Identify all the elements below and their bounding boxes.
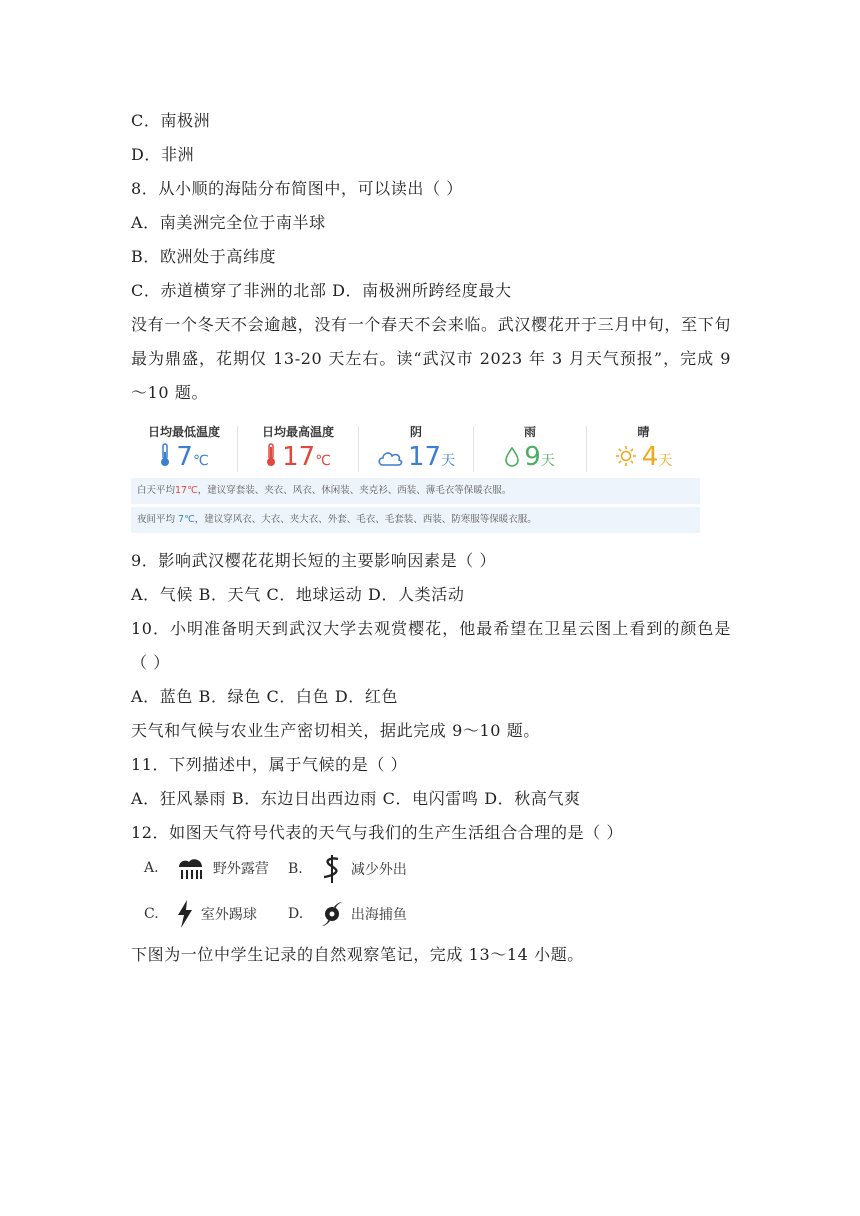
sunny-label: 晴 — [637, 425, 650, 439]
symbol-option-a: A. 野外露营 — [144, 855, 269, 881]
cloudy-label: 阴 — [409, 425, 422, 439]
daytime-advice: 白天平均17℃，建议穿套装、夹衣、风衣、休闲装、夹克衫、西装、薄毛衣等保暖衣服。 — [131, 478, 700, 504]
rain-value: 9 — [524, 442, 541, 472]
question-8-option-a: A．南美洲完全位于南半球 — [131, 213, 326, 232]
rain-label: 雨 — [523, 425, 536, 439]
high-temp-unit: ℃ — [315, 453, 331, 469]
typhoon-icon — [320, 900, 344, 928]
sunny-days-column — [587, 420, 700, 478]
high-temp-column — [238, 420, 358, 478]
weather-forecast-panel — [131, 420, 700, 533]
sunny-unit: 天 — [658, 453, 673, 469]
low-temp-column — [131, 420, 237, 478]
cloudy-unit: 天 — [441, 453, 456, 469]
high-temp-value: 17 — [282, 442, 316, 472]
raindrop-icon — [505, 447, 519, 467]
option-c-line: C．南极洲 — [131, 111, 211, 130]
heavy-rain-icon — [176, 855, 206, 881]
intro-paragraph-agriculture: 天气和气候与农业生产密切相关，据此完成 9～10 题。 — [131, 721, 540, 740]
high-temp-label: 日均最高温度 — [261, 425, 334, 439]
question-11: 11．下列描述中，属于气候的是（ ） — [131, 755, 408, 774]
cloudy-value: 17 — [408, 442, 442, 472]
symbol-option-b: B. 减少外出 — [288, 855, 407, 883]
question-8: 8．从小顺的海陆分布简图中，可以读出（ ） — [131, 179, 463, 198]
thermometer-hot-icon — [265, 443, 277, 467]
intro-paragraph-cherry: 没有一个冬天不会逾越，没有一个春天不会来临。武汉樱花开于三月中旬，至下旬最为鼎盛，花期仅 13-20 天左右。读“武汉市 2023 年 3 月天气预报”，完成 9～10 题。 — [131, 315, 731, 402]
question-11-options: A．狂风暴雨 B．东边日出西边雨 C．电闪雷鸣 D．秋高气爽 — [131, 789, 581, 808]
question-8-option-b: B．欧洲处于高纬度 — [131, 247, 277, 266]
lightning-icon — [176, 900, 194, 928]
question-12: 12．如图天气符号代表的天气与我们的生产生活组合合理的是（ ） — [131, 823, 624, 842]
question-8-options-cd: C．赤道横穿了非洲的北部 D．南极洲所跨经度最大 — [131, 281, 512, 300]
sandstorm-icon — [320, 855, 344, 883]
low-temp-label: 日均最低温度 — [147, 425, 220, 439]
low-temp-value: 7 — [176, 442, 193, 472]
question-9: 9．影响武汉樱花花期长短的主要影响因素是（ ） — [131, 551, 497, 570]
option-d-line: D．非洲 — [131, 145, 195, 164]
cloud-icon — [377, 449, 403, 467]
rain-unit: 天 — [540, 453, 555, 469]
cloudy-days-column — [359, 420, 473, 478]
symbol-option-c: C. 室外踢球 — [144, 900, 257, 928]
symbol-option-d: D. 出海捕鱼 — [288, 900, 407, 928]
sun-icon — [615, 445, 637, 467]
low-temp-unit: ℃ — [192, 453, 209, 469]
question-9-options: A．气候 B．天气 C．地球运动 D．人类活动 — [131, 585, 465, 604]
sunny-value: 4 — [641, 442, 659, 472]
rain-days-column — [474, 420, 586, 478]
thermometer-cold-icon — [159, 443, 171, 467]
intro-paragraph-observation: 下图为一位中学生记录的自然观察笔记，完成 13～14 小题。 — [131, 945, 584, 964]
nighttime-advice: 夜间平均 7℃，建议穿风衣、大衣、夹大衣、外套、毛衣、毛套装、西装、防寒服等保暖衣服。 — [131, 507, 700, 533]
question-10: 10．小明准备明天到武汉大学去观赏樱花，他最希望在卫星云图上看到的颜色是（ ） — [131, 619, 731, 672]
question-10-options: A．蓝色 B．绿色 C．白色 D．红色 — [131, 687, 399, 706]
